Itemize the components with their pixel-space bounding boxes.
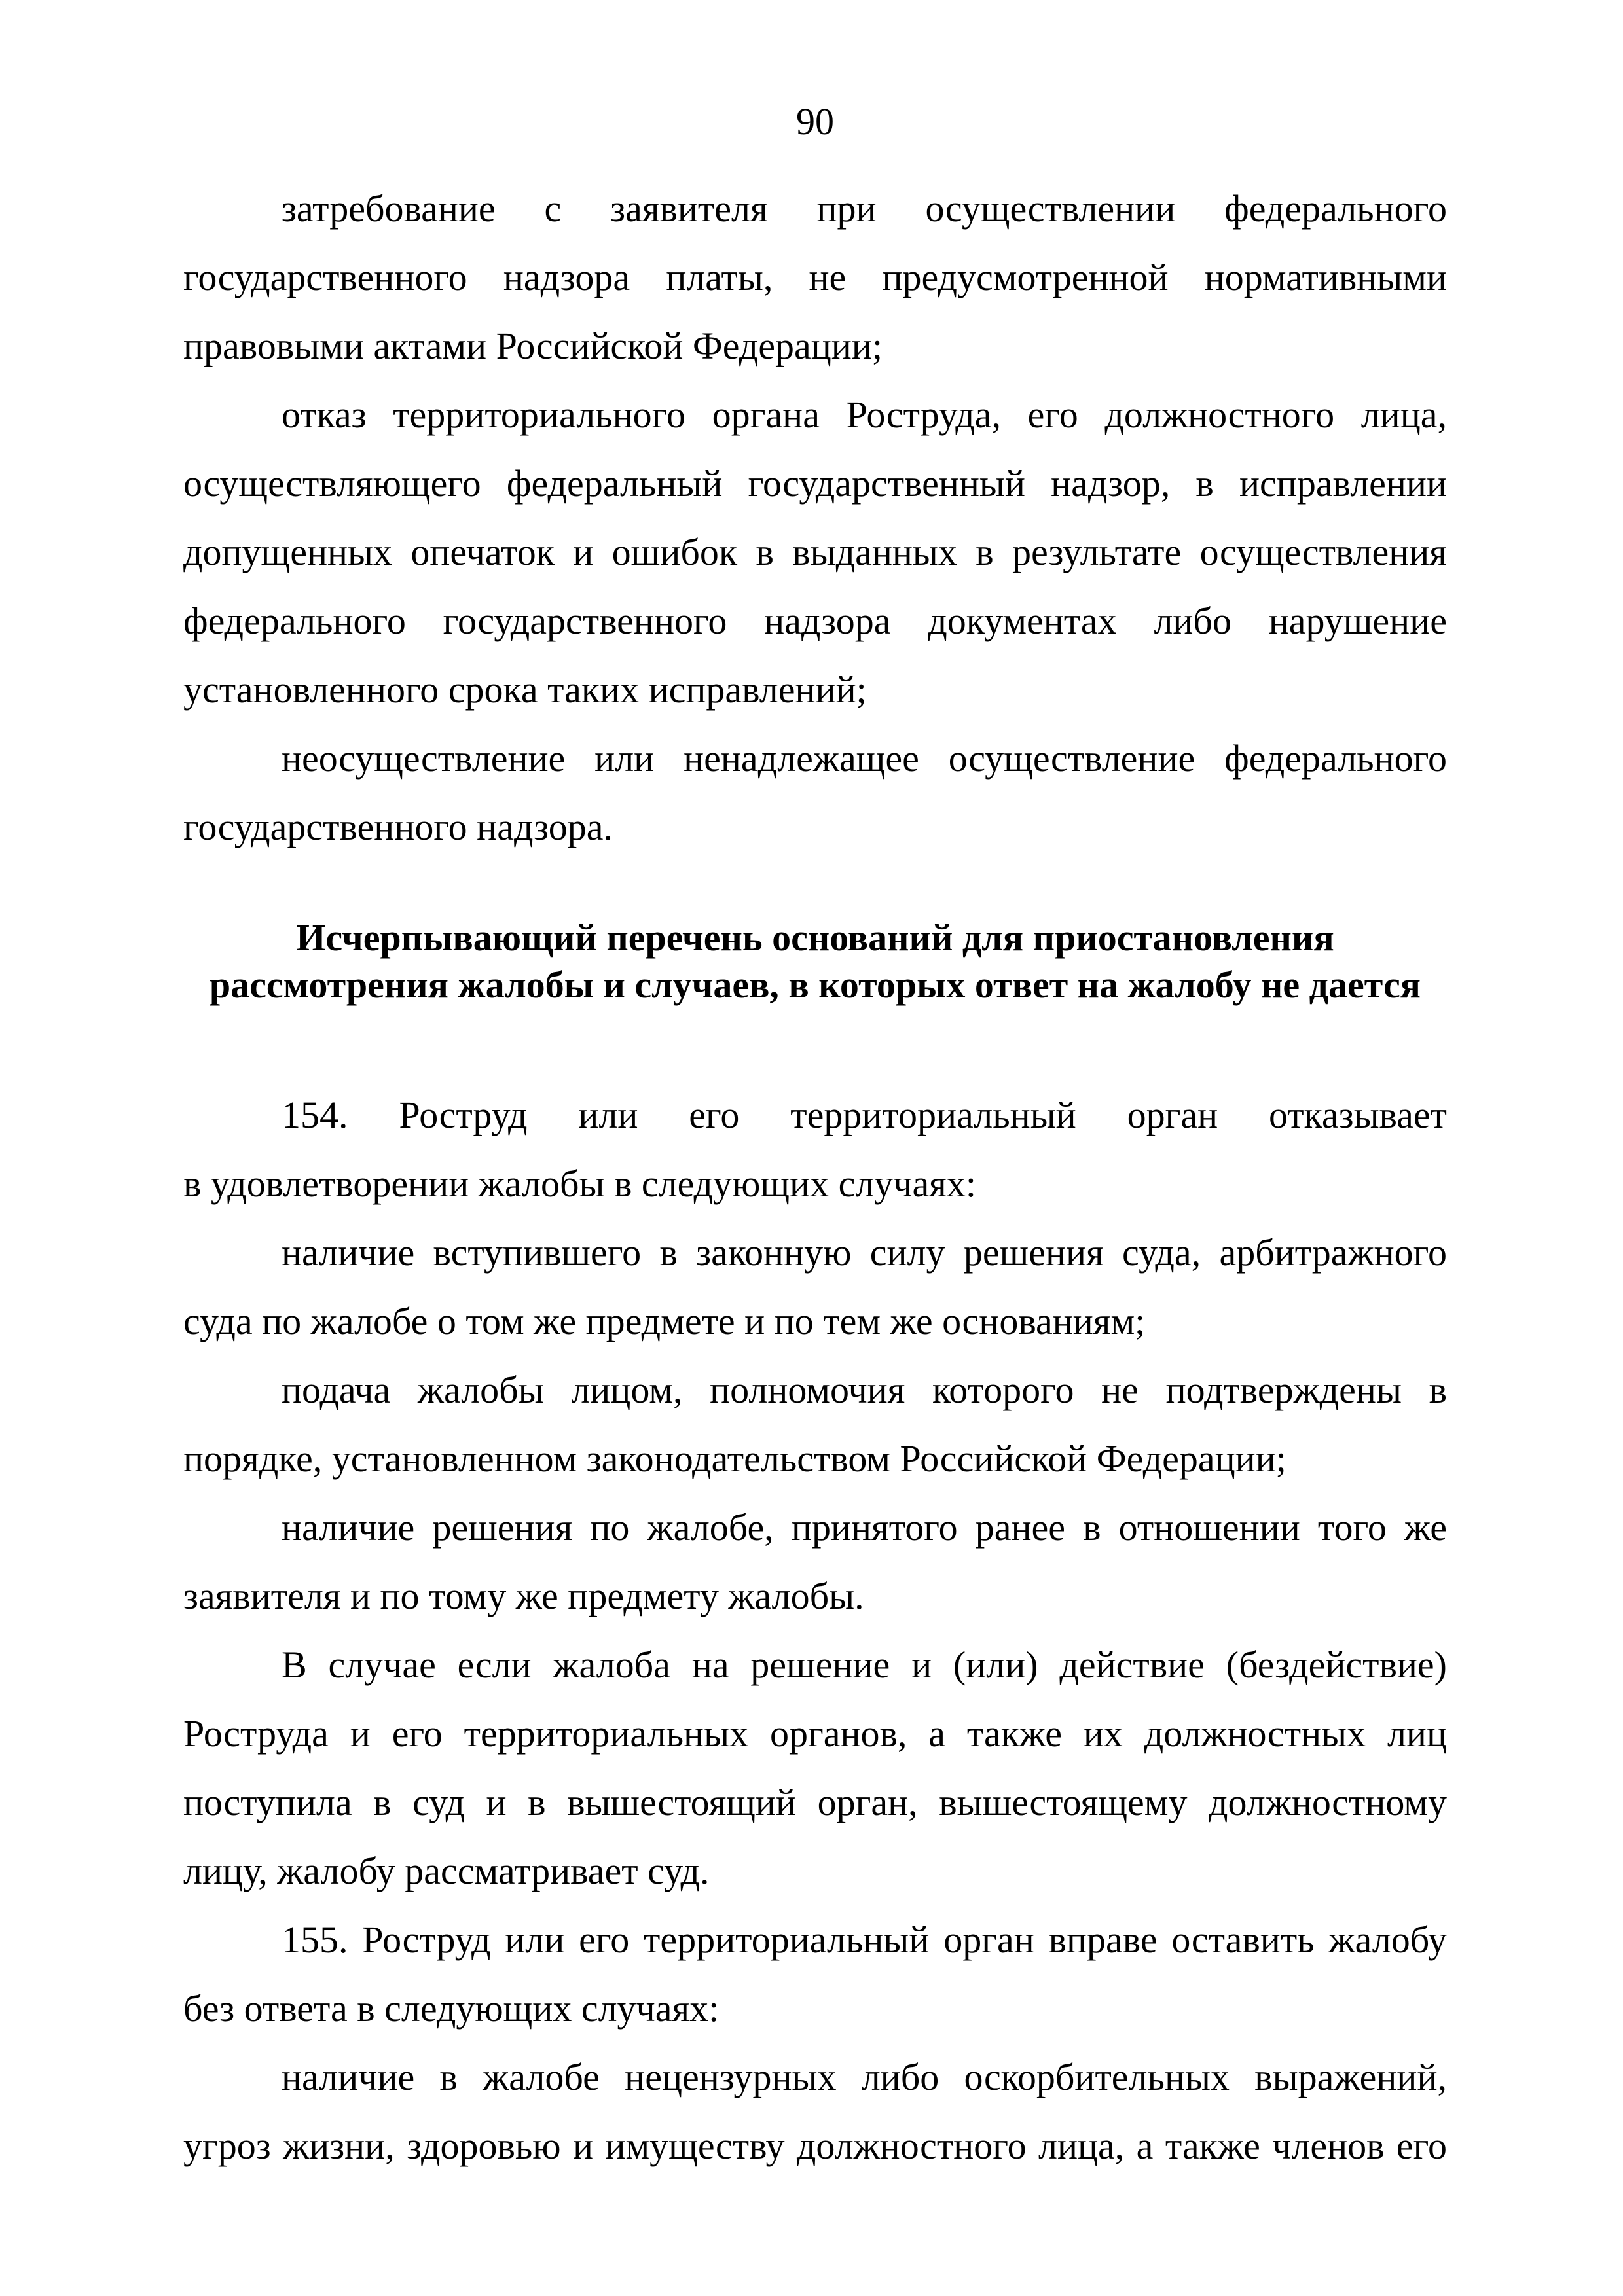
text-line: наличие в жалобе нецензурных либо оскорбительных выражений,: [282, 2056, 1447, 2098]
page-number: 90: [796, 100, 834, 143]
paragraph: [183, 2043, 1447, 2180]
paragraph: [183, 380, 1447, 724]
paragraph: [183, 1493, 1447, 1630]
heading-line: рассмотрения жалобы и случаев, в которых ответ на жалобу не дается: [209, 963, 1421, 1006]
paragraph: [183, 174, 1447, 380]
text-line: федерального государственного надзора документах либо нарушение: [183, 600, 1447, 642]
text-line: установленного срока таких исправлений;: [183, 668, 867, 711]
text-line: 155. Роструд или его территориальный орган вправе оставить жалобу: [282, 1918, 1447, 1961]
text-line: без ответа в следующих случаях:: [183, 1987, 720, 2030]
text-line: затребование с заявителя при осуществлении федерального: [282, 187, 1447, 230]
text-line: правовыми актами Российской Федерации;: [183, 325, 883, 367]
text-line: порядке, установленном законодательством Российской Федерации;: [183, 1437, 1286, 1480]
text-line: суда по жалобе о том же предмете и по тем же основаниям;: [183, 1300, 1146, 1342]
section-heading: [183, 914, 1447, 1009]
text-line: поступила в суд и в вышестоящий орган, вышестоящему должностному: [183, 1781, 1447, 1823]
text-line: осуществляющего федеральный государственный надзор, в исправлении: [183, 462, 1447, 505]
paragraph: [183, 1355, 1447, 1493]
text-line: подача жалобы лицом, полномочия которого не подтверждены в: [282, 1369, 1447, 1411]
text-line: в удовлетворении жалобы в следующих случаях:: [183, 1162, 976, 1205]
text-line: Роструда и его территориальных органов, а также их должностных лиц: [183, 1712, 1447, 1755]
paragraph: [183, 724, 1447, 861]
text-line: наличие решения по жалобе, принятого ранее в отношении того же: [282, 1506, 1447, 1549]
text-line: наличие вступившего в законную силу решения суда, арбитражного: [282, 1231, 1447, 1274]
text-line: лицу, жалобу рассматривает суд.: [183, 1850, 710, 1892]
paragraph: [183, 1081, 1447, 1218]
paragraph: [183, 1905, 1447, 2043]
text-line: государственного надзора.: [183, 806, 613, 848]
text-line: заявителя и по тому же предмету жалобы.: [183, 1575, 864, 1617]
text-line: неосуществление или ненадлежащее осуществление федерального: [282, 737, 1447, 780]
paragraph: [183, 1218, 1447, 1355]
text-line: В случае если жалоба на решение и (или) действие (бездействие): [282, 1643, 1447, 1686]
text-line: допущенных опечаток и ошибок в выданных в результате осуществления: [183, 531, 1447, 573]
text-line: государственного надзора платы, не предусмотренной нормативными: [183, 256, 1447, 298]
text-line: отказ территориального органа Роструда, его должностного лица,: [282, 393, 1447, 436]
heading-line: Исчерпывающий перечень оснований для приостановления: [296, 916, 1334, 959]
text-line: угроз жизни, здоровью и имуществу должностного лица, а также членов его: [183, 2125, 1447, 2167]
text-line: 154. Роструд или его территориальный орган отказывает: [282, 1094, 1447, 1136]
paragraph: [183, 1630, 1447, 1905]
